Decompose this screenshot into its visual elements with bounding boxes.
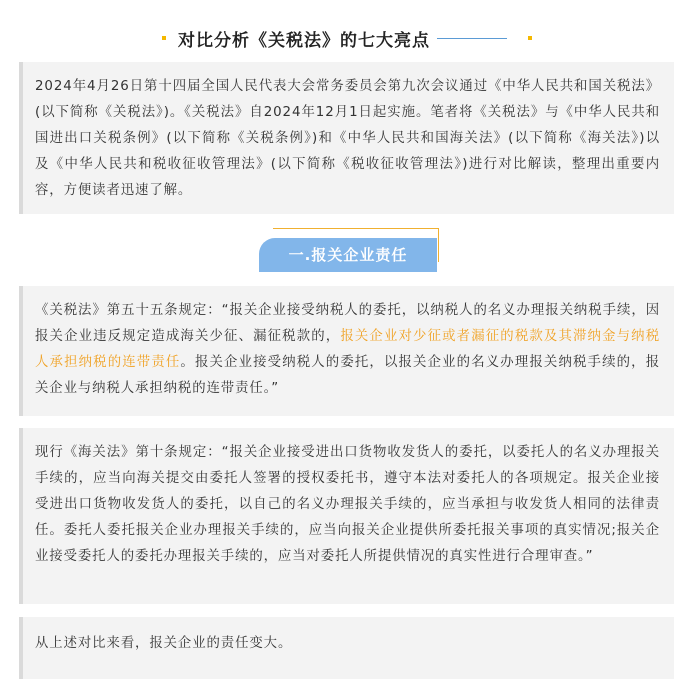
article-55-text-after: 。报关企业接受纳税人的委托，以报关企业的名义办理报关纳税手续的，报关企业与纳税人承担纳税的连带责任。” xyxy=(35,355,660,396)
intro-paragraph-box xyxy=(19,62,674,214)
article-title: 对比分析《关税法》的七大亮点 xyxy=(178,31,430,51)
comparison-conclusion: 从上述对比来看，报关企业的责任变大。 xyxy=(35,636,293,651)
customs-law-article-10-box xyxy=(19,428,674,604)
title-divider-line xyxy=(437,38,507,39)
section-heading-1 xyxy=(259,228,449,278)
article-55-paragraph xyxy=(35,298,660,402)
customs-tariff-law-article-55-box xyxy=(19,286,674,416)
comparison-conclusion-box xyxy=(19,617,674,679)
title-left-square-icon xyxy=(162,36,166,40)
article-55-highlight: 报关企业对少征或者漏征的税款及其滞纳金与纳税人承担纳税的连带责任 xyxy=(35,329,660,370)
article-55-text-before: 《关税法》第五十五条规定：“报关企业接受纳税人的委托，以纳税人的名义办理报关纳税手续，因报关企业违反规定造成海关少征、漏征税款的， xyxy=(35,303,660,344)
intro-paragraph: 2024年4月26日第十四届全国人民代表大会常务委员会第九次会议通过《中华人民共和国关税法》(以下简称《关税法》)。《关税法》自2024年12月1日起实施。笔者将《关税法》与《中华人民共和国进出口关税条例》(以下简称《关税条例》)和《中华人民共和国海关法》(以下简称《海关法》)以及《中华人民共和税收征收管理法》(以下简称《税收征收管理法》)进行对比解读，整理出重要内容，方便读者迅速了解。 xyxy=(35,79,660,198)
article-10-paragraph: 现行《海关法》第十条规定：“报关企业接受进出口货物收发货人的委托，以委托人的名义办理报关手续的，应当向海关提交由委托人签署的授权委托书，遵守本法对委托人的各项规定。报关企业接受进出口货物收发货人的委托，以自己的名义办理报关手续的，应当承担与收发货人相同的法律责任。委托人委托报关企业办理报关手续的，应当向报关企业提供所委托报关事项的真实情况;报关企业接受委托人的委托办理报关手续的，应当对委托人所提供情况的真实性进行合理审查。” xyxy=(35,445,660,564)
title-right-square-icon xyxy=(528,36,532,40)
article-title-row xyxy=(0,24,694,52)
section-heading-label: 一.报关企业责任 xyxy=(259,238,437,272)
